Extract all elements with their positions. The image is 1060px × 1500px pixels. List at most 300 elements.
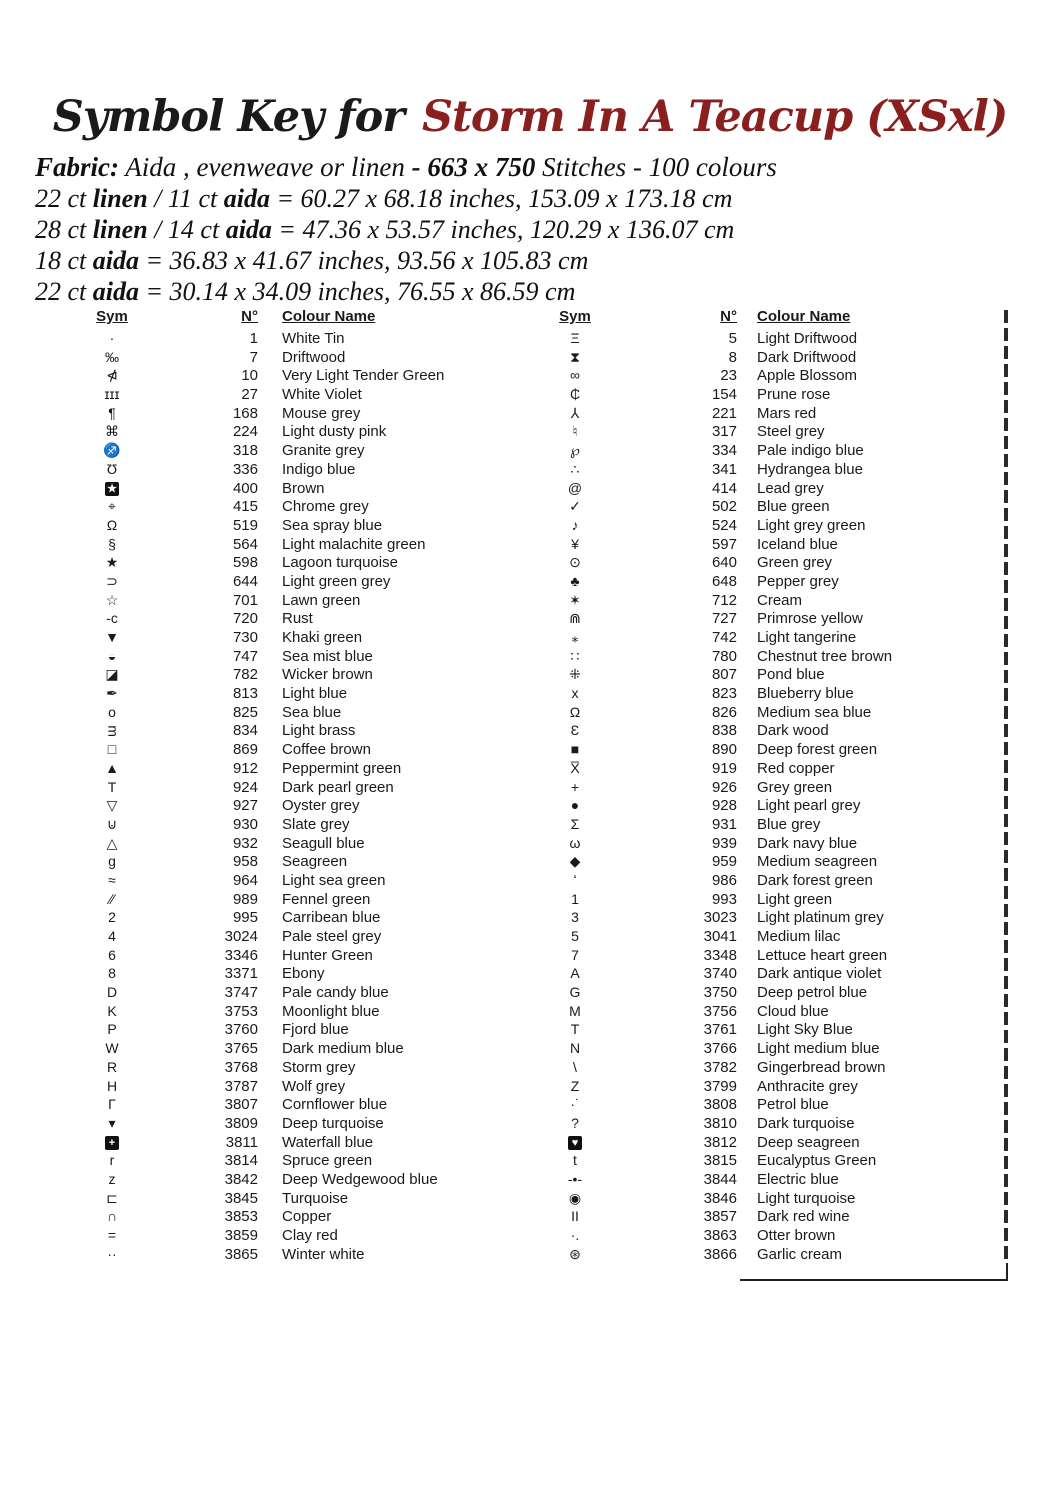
symbol-cell: D xyxy=(106,984,118,1001)
number-cell: 519 xyxy=(232,516,258,534)
colour-name-cell: Red copper xyxy=(757,759,835,777)
inverse-symbol-box: ★ xyxy=(105,482,119,496)
fabric-segment: Fabric: xyxy=(35,152,119,182)
table-row xyxy=(78,348,542,367)
table-row xyxy=(78,703,542,722)
number-cell: 927 xyxy=(232,797,258,815)
key-column-right xyxy=(542,308,1008,1263)
colour-name-cell: Dark forest green xyxy=(757,871,873,889)
header-number: N° xyxy=(720,308,737,325)
header-number: N° xyxy=(241,308,258,325)
table-row xyxy=(78,1020,542,1039)
colour-name-cell: Rust xyxy=(282,610,313,628)
table-row xyxy=(542,1039,1008,1058)
table-row xyxy=(78,759,542,778)
number-cell: 931 xyxy=(711,815,737,833)
fabric-line xyxy=(35,214,1025,245)
symbol-cell: W xyxy=(105,1040,119,1057)
number-cell: 995 xyxy=(232,909,258,927)
table-row xyxy=(78,721,542,740)
number-cell: 928 xyxy=(711,797,737,815)
number-cell: 7 xyxy=(249,348,258,366)
number-cell: 3808 xyxy=(703,1096,737,1114)
table-row xyxy=(542,665,1008,684)
colour-name-cell: Otter brown xyxy=(757,1227,836,1244)
colour-name-cell: Coffee brown xyxy=(282,741,371,759)
table-row xyxy=(78,329,542,348)
table-row xyxy=(78,871,542,890)
colour-name-cell: Wolf grey xyxy=(282,1077,346,1095)
colour-name-cell: Medium seagreen xyxy=(757,853,878,871)
number-cell: 3756 xyxy=(703,1002,737,1020)
table-row xyxy=(78,1114,542,1133)
table-row xyxy=(542,1095,1008,1114)
title-prefix: Symbol Key for xyxy=(52,92,404,142)
number-cell: 890 xyxy=(711,741,737,759)
table-header-row xyxy=(78,308,542,329)
number-cell: 807 xyxy=(711,666,737,684)
table-row xyxy=(542,759,1008,778)
colour-name-cell: Winter white xyxy=(282,1245,365,1263)
number-cell: 3753 xyxy=(224,1002,258,1020)
colour-name-cell: Pepper grey xyxy=(757,572,839,590)
colour-name-cell: Turquoise xyxy=(282,1189,349,1207)
symbol-cell: Ʊ xyxy=(106,460,118,477)
number-cell: 644 xyxy=(232,572,258,590)
symbol-cell: ⊙ xyxy=(569,554,581,571)
number-cell: 415 xyxy=(232,498,258,516)
symbol-cell: ▽ xyxy=(106,797,118,814)
table-row xyxy=(542,516,1008,535)
colour-name-cell: Light pearl grey xyxy=(757,797,861,815)
table-row xyxy=(542,535,1008,554)
symbol-cell: -c xyxy=(106,610,118,627)
number-cell: 932 xyxy=(232,834,258,852)
colour-name-cell: Clay red xyxy=(282,1227,338,1244)
table-row xyxy=(78,983,542,1002)
colour-name-cell: Gingerbread brown xyxy=(757,1058,886,1076)
table-row xyxy=(542,946,1008,965)
table-row xyxy=(542,871,1008,890)
colour-name-cell: Anthracite grey xyxy=(757,1077,858,1095)
symbol-cell: ∩ xyxy=(106,1208,118,1225)
colour-name-cell: Dark Driftwood xyxy=(757,348,857,366)
symbol-cell: N xyxy=(569,1040,581,1057)
number-cell: 701 xyxy=(232,591,258,609)
fabric-segment: aida xyxy=(92,277,139,306)
colour-name-cell: Hunter Green xyxy=(282,946,373,964)
table-row xyxy=(78,946,542,965)
symbol-cell: @ xyxy=(567,479,583,496)
number-cell: 3760 xyxy=(224,1021,258,1039)
symbol-cell: ∞ xyxy=(570,367,580,384)
colour-name-cell: Sea blue xyxy=(282,703,342,721)
colour-name-cell: Light Sky Blue xyxy=(757,1021,853,1039)
number-cell: 986 xyxy=(711,871,737,889)
table-row xyxy=(78,1058,542,1077)
table-row xyxy=(542,890,1008,909)
symbol-cell xyxy=(78,1133,146,1152)
header-colour-name: Colour Name xyxy=(757,308,851,325)
symbol-cell: 2 xyxy=(108,909,116,926)
fabric-segment: linen xyxy=(92,215,148,244)
number-cell: 3811 xyxy=(225,1133,258,1151)
table-row xyxy=(78,834,542,853)
table-row xyxy=(542,815,1008,834)
colour-name-cell: Brown xyxy=(282,479,325,497)
symbol-cell: ·˙ xyxy=(570,1096,580,1113)
colour-name-cell: Lagoon turquoise xyxy=(282,554,398,572)
symbol-cell: ⌘ xyxy=(105,423,119,440)
table-row xyxy=(78,1002,542,1021)
table-row xyxy=(78,460,542,479)
number-cell: 3846 xyxy=(703,1189,737,1207)
number-cell: 3807 xyxy=(224,1096,258,1114)
number-cell: 221 xyxy=(711,404,737,422)
table-row xyxy=(78,647,542,666)
colour-name-cell: Cream xyxy=(757,591,803,609)
symbol-cell: ▲ xyxy=(105,759,119,776)
table-row xyxy=(78,964,542,983)
number-cell: 989 xyxy=(232,890,258,908)
symbol-cell: Τ xyxy=(107,778,117,795)
inverse-symbol-box: + xyxy=(105,1136,119,1150)
table-row xyxy=(78,553,542,572)
table-row xyxy=(78,1151,542,1170)
colour-name-cell: Carribean blue xyxy=(282,909,381,927)
table-row xyxy=(78,535,542,554)
number-cell: 3809 xyxy=(224,1114,258,1132)
symbol-cell: R xyxy=(106,1058,118,1075)
colour-name-cell: Moonlight blue xyxy=(282,1002,380,1020)
number-cell: 3765 xyxy=(224,1040,258,1058)
symbol-cell: P xyxy=(107,1021,117,1038)
colour-name-cell: Medium lilac xyxy=(757,928,841,945)
colour-name-cell: Indigo blue xyxy=(282,460,356,478)
colour-name-cell: Light tangerine xyxy=(757,629,857,646)
colour-name-cell: Light platinum grey xyxy=(757,909,884,927)
symbol-cell: Ɛ xyxy=(570,722,580,739)
number-cell: 3740 xyxy=(703,965,737,983)
colour-name-cell: Grey green xyxy=(757,778,833,796)
table-row xyxy=(78,927,542,946)
page-title xyxy=(0,92,1060,142)
number-cell: 524 xyxy=(711,516,737,534)
symbol-cell: H xyxy=(106,1077,118,1094)
table-row xyxy=(78,385,542,404)
colour-name-cell: Slate grey xyxy=(282,815,350,833)
symbol-cell: t xyxy=(573,1152,577,1169)
colour-name-cell: Blue green xyxy=(757,498,830,516)
colour-name-cell: Dark red wine xyxy=(757,1208,850,1226)
symbol-cell: x xyxy=(571,685,579,702)
colour-name-cell: Light turquoise xyxy=(757,1189,856,1207)
colour-name-cell: Light blue xyxy=(282,685,348,703)
table-row xyxy=(78,778,542,797)
number-cell: 964 xyxy=(232,871,258,889)
table-row xyxy=(542,1002,1008,1021)
colour-name-cell: Light grey green xyxy=(757,516,866,534)
number-cell: 3768 xyxy=(224,1058,258,1076)
symbol-key-table xyxy=(78,308,1010,1263)
number-cell: 23 xyxy=(720,367,737,385)
fabric-segment: / 14 ct xyxy=(147,215,226,244)
number-cell: 838 xyxy=(711,722,737,740)
fabric-segment: = 30.14 x 34.09 inches, 76.55 x 86.59 cm xyxy=(139,277,576,306)
symbol-cell: ¶ xyxy=(108,404,116,421)
colour-name-cell: Khaki green xyxy=(282,629,363,646)
colour-name-cell: Garlic cream xyxy=(757,1245,843,1263)
table-row xyxy=(78,908,542,927)
number-cell: 930 xyxy=(232,815,258,833)
fabric-segment: aida xyxy=(92,246,139,275)
colour-name-cell: Blue grey xyxy=(757,815,821,833)
number-cell: 3865 xyxy=(224,1245,258,1263)
number-cell: 3747 xyxy=(224,984,258,1002)
table-row xyxy=(542,1058,1008,1077)
symbol-cell: ✒ xyxy=(106,685,118,702)
number-cell: 3787 xyxy=(224,1077,258,1095)
table-row xyxy=(542,1207,1008,1226)
table-row xyxy=(542,1020,1008,1039)
number-cell: 154 xyxy=(711,386,737,404)
symbol-cell: ∷ xyxy=(570,647,580,664)
colour-name-cell: Light dusty pink xyxy=(282,423,387,441)
symbol-cell: § xyxy=(108,535,116,552)
number-cell: 712 xyxy=(711,591,737,609)
colour-name-cell: Primrose yellow xyxy=(757,610,863,628)
number-cell: 318 xyxy=(232,442,258,460)
fabric-segment: linen xyxy=(92,184,148,213)
symbol-cell: ⅄ xyxy=(570,404,580,421)
colour-name-cell: Iceland blue xyxy=(757,535,838,553)
colour-name-cell: Driftwood xyxy=(282,348,346,366)
colour-name-cell: Prune rose xyxy=(757,386,831,404)
colour-name-cell: Pale indigo blue xyxy=(757,442,864,460)
number-cell: 869 xyxy=(232,741,258,759)
number-cell: 3810 xyxy=(703,1114,737,1132)
symbol-cell: 4 xyxy=(108,928,116,944)
number-cell: 919 xyxy=(711,759,737,777)
symbol-cell: o xyxy=(108,703,116,720)
symbol-cell: ℘ xyxy=(570,442,580,459)
symbol-cell: ★ xyxy=(105,554,119,571)
symbol-cell: ⊍ xyxy=(106,815,118,832)
number-cell: 926 xyxy=(711,778,737,796)
symbol-cell: ᴟ xyxy=(107,722,117,739)
table-row xyxy=(78,572,542,591)
symbol-cell: 1 xyxy=(571,890,579,907)
number-cell: 813 xyxy=(232,685,258,703)
number-cell: 3857 xyxy=(703,1208,737,1226)
key-column-left xyxy=(78,308,542,1263)
number-cell: 730 xyxy=(232,629,258,646)
number-cell: 598 xyxy=(232,554,258,572)
colour-name-cell: Lettuce heart green xyxy=(757,946,888,964)
colour-name-cell: Seagull blue xyxy=(282,834,365,852)
table-row xyxy=(78,628,542,647)
number-cell: 3845 xyxy=(224,1189,258,1207)
table-row xyxy=(78,1245,542,1264)
table-row xyxy=(542,1151,1008,1170)
symbol-cell: -•- xyxy=(567,1170,583,1187)
symbol-cell: □ xyxy=(107,741,117,758)
table-row xyxy=(78,852,542,871)
number-cell: 1 xyxy=(249,330,258,347)
number-cell: 912 xyxy=(232,759,258,777)
header-sym: Sym xyxy=(559,308,591,325)
table-row xyxy=(542,479,1008,498)
table-row xyxy=(78,1189,542,1208)
symbol-cell: ⊛ xyxy=(569,1245,581,1262)
symbol-cell: ✓ xyxy=(569,498,581,515)
table-row xyxy=(542,852,1008,871)
fabric-line xyxy=(35,245,1025,276)
colour-name-cell: Light sea green xyxy=(282,871,386,889)
colour-name-cell: Deep turquoise xyxy=(282,1114,384,1132)
fabric-segment: 22 ct xyxy=(35,277,93,306)
table-row xyxy=(542,740,1008,759)
colour-name-cell: Sea mist blue xyxy=(282,647,373,665)
symbol-cell: K xyxy=(107,1002,117,1019)
symbol-cell: ∴ xyxy=(570,460,580,477)
table-row xyxy=(542,834,1008,853)
symbol-cell: g xyxy=(108,853,116,870)
number-cell: 3766 xyxy=(703,1040,737,1058)
number-cell: 720 xyxy=(232,610,258,628)
table-row xyxy=(542,591,1008,610)
fabric-segment: - 663 x 750 xyxy=(411,152,536,182)
number-cell: 3863 xyxy=(703,1227,737,1244)
number-cell: 747 xyxy=(232,647,258,665)
fabric-segment: / 11 ct xyxy=(147,184,224,213)
colour-name-cell: Storm grey xyxy=(282,1058,356,1076)
colour-name-cell: Copper xyxy=(282,1208,332,1226)
table-row xyxy=(78,404,542,423)
table-row xyxy=(78,1170,542,1189)
colour-name-cell: Deep forest green xyxy=(757,741,878,759)
number-cell: 5 xyxy=(728,330,737,347)
colour-name-cell: Light medium blue xyxy=(757,1040,880,1058)
symbol-cell: ⊏ xyxy=(106,1189,118,1206)
table-row xyxy=(78,609,542,628)
colour-name-cell: Apple Blossom xyxy=(757,367,858,385)
number-cell: 640 xyxy=(711,554,737,572)
number-cell: 3866 xyxy=(703,1245,737,1263)
table-row xyxy=(542,1170,1008,1189)
symbol-cell: ω xyxy=(569,834,581,851)
table-row xyxy=(78,497,542,516)
symbol-cell xyxy=(78,479,146,498)
symbol-cell: ☆ xyxy=(105,591,119,608)
number-cell: 959 xyxy=(711,853,737,871)
table-row xyxy=(542,1114,1008,1133)
number-cell: 334 xyxy=(711,442,737,460)
fabric-segment: aida xyxy=(223,184,270,213)
colour-name-cell: Peppermint green xyxy=(282,759,402,777)
colour-name-cell: Cloud blue xyxy=(757,1002,829,1020)
symbol-cell: Ω xyxy=(106,516,118,533)
number-cell: 648 xyxy=(711,572,737,590)
colour-name-cell: Dark turquoise xyxy=(757,1114,855,1132)
symbol-cell: ⊃ xyxy=(106,572,118,589)
colour-name-cell: Light malachite green xyxy=(282,535,426,553)
table-row xyxy=(542,329,1008,348)
colour-name-cell: Fennel green xyxy=(282,890,371,908)
symbol-cell: Ω xyxy=(569,703,581,720)
colour-name-cell: Dark antique violet xyxy=(757,965,882,983)
table-row xyxy=(78,890,542,909)
symbol-cell: ∕∕ xyxy=(109,890,115,907)
table-row xyxy=(542,684,1008,703)
symbol-cell: 7 xyxy=(571,946,579,963)
table-row xyxy=(542,404,1008,423)
number-cell: 317 xyxy=(711,423,737,441)
colour-name-cell: Spruce green xyxy=(282,1152,373,1170)
table-row xyxy=(542,609,1008,628)
colour-name-cell: Chestnut tree brown xyxy=(757,647,893,665)
symbol-cell: ⋪ xyxy=(106,367,118,384)
colour-name-cell: Lawn green xyxy=(282,591,361,609)
symbol-cell: ▼ xyxy=(105,629,119,645)
symbol-cell: X̅ xyxy=(570,759,580,776)
number-cell: 341 xyxy=(711,460,737,478)
table-row xyxy=(78,1077,542,1096)
colour-name-cell: Mars red xyxy=(757,404,817,422)
table-row xyxy=(542,1245,1008,1264)
number-cell: 825 xyxy=(232,703,258,721)
colour-name-cell: Wicker brown xyxy=(282,666,373,684)
number-cell: 780 xyxy=(711,647,737,665)
table-row xyxy=(542,460,1008,479)
colour-name-cell: Dark navy blue xyxy=(757,834,858,852)
colour-name-cell: Blueberry blue xyxy=(757,685,854,703)
symbol-cell: ⋒ xyxy=(569,610,581,627)
table-row xyxy=(542,703,1008,722)
table-row xyxy=(542,422,1008,441)
symbol-cell: \ xyxy=(573,1058,577,1075)
symbol-cell: 6 xyxy=(108,946,116,963)
table-row xyxy=(542,385,1008,404)
symbol-cell: 8 xyxy=(108,965,116,982)
symbol-cell: Σ xyxy=(570,815,580,832)
table-row xyxy=(78,591,542,610)
number-cell: 727 xyxy=(711,610,737,628)
fabric-segment: aida xyxy=(225,215,272,244)
table-row xyxy=(542,647,1008,666)
colour-name-cell: Granite grey xyxy=(282,442,365,460)
symbol-cell: ✶ xyxy=(569,591,581,608)
table-row xyxy=(542,983,1008,1002)
table-row xyxy=(542,1226,1008,1245)
number-cell: 742 xyxy=(711,629,737,646)
number-cell: 224 xyxy=(232,423,258,441)
number-cell: 782 xyxy=(232,666,258,684)
number-cell: 3750 xyxy=(703,984,737,1002)
colour-name-cell: Waterfall blue xyxy=(282,1133,374,1151)
fabric-segment: Stitches - 100 colours xyxy=(535,152,777,182)
symbol-cell: ▾ xyxy=(108,1114,116,1131)
table-row xyxy=(78,815,542,834)
colour-name-cell: Seagreen xyxy=(282,853,348,871)
table-row xyxy=(542,497,1008,516)
symbol-cell: ◪ xyxy=(105,666,119,683)
number-cell: 924 xyxy=(232,778,258,796)
table-row xyxy=(78,1226,542,1245)
table-row xyxy=(78,422,542,441)
colour-name-cell: Green grey xyxy=(757,554,833,572)
symbol-cell: ‰ xyxy=(105,348,119,365)
